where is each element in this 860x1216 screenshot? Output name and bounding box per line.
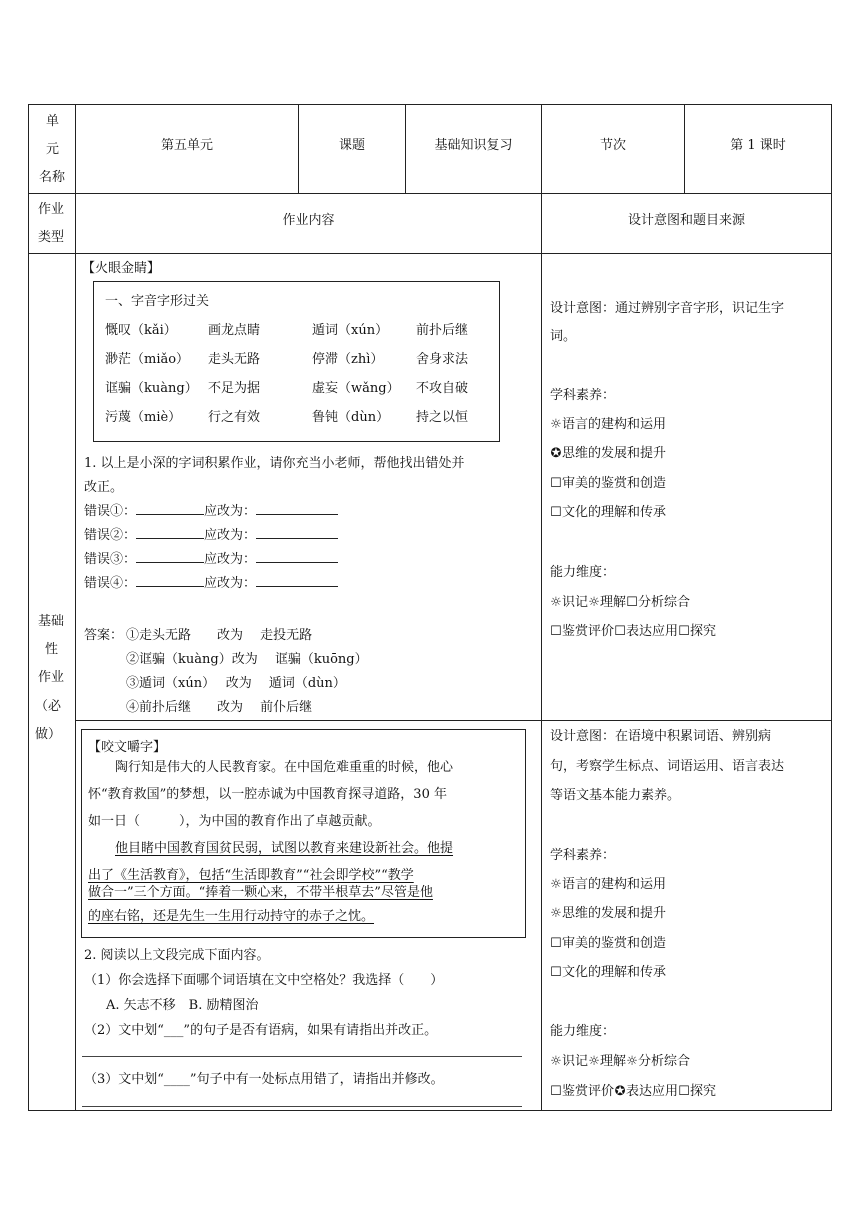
ability-title: 能力维度： [550, 565, 616, 580]
word-item: 不足为据 [208, 381, 261, 396]
word-item: 行之有效 [208, 410, 261, 425]
word-item: 鲁钝（dùn） [312, 410, 390, 425]
word-item: 慨叹（kǎi） [105, 323, 177, 338]
unit-name-label-line: 单 [46, 114, 60, 129]
error-label: 错误①： [84, 504, 137, 519]
answer-line: ①走头无路 改为 走投无路 [126, 628, 313, 643]
ability-text: 分析综合 [638, 1054, 691, 1069]
ability-text: 探究 [690, 1084, 717, 1099]
answer-line-2-3[interactable] [82, 1106, 522, 1107]
question-2-2: （2）文中划“___”的句子是否有语病，如果有请指出并改正。 [84, 1023, 438, 1038]
passage-line: 怀“教育救国”的梦想，以一腔赤诚为中国教育探寻道路，30 年 [88, 787, 447, 802]
ability-text: 识记 [562, 1054, 589, 1069]
sun-icon: ☼ [550, 1054, 562, 1069]
literacy-text: 审美的鉴赏和创造 [562, 476, 667, 491]
sun-icon: ☼ [550, 906, 562, 921]
ability-line [550, 620, 716, 639]
error-label: 错误②： [84, 528, 137, 543]
homework-content-label: 作业内容 [282, 212, 335, 228]
error-row [84, 572, 338, 591]
literacy-title: 学科素养： [550, 388, 616, 403]
passage-line-underlined: 做合一”三个方面。“捧着一颗心来，不带半根草去”尽管是他 [88, 885, 433, 900]
word-item: 遁词（xún） [312, 323, 389, 338]
correction-blank[interactable] [256, 550, 338, 563]
period-label: 节次 [599, 138, 626, 153]
lesson-title-label: 课题 [338, 138, 365, 153]
word-item: 渺茫（miǎo） [105, 352, 190, 367]
section1-title: 【火眼金睛】 [82, 261, 161, 276]
word-item: 持之以恒 [416, 410, 469, 425]
lesson-title-value: 基础知识复习 [434, 138, 513, 153]
sun-icon: ☼ [588, 1054, 600, 1069]
unit-name-label-line: 名称 [39, 170, 66, 185]
correction-blank[interactable] [256, 574, 338, 587]
word-item: 污蔑（miè） [105, 410, 182, 425]
ability-text: 鉴赏评价 [562, 1084, 615, 1099]
passage-line-underlined: 的座右铭，还是先生一生用行动持守的赤子之忱。 [88, 909, 375, 924]
answer-line: ②诓骗（kuàng）改为 诓骗（kuōng） [126, 652, 368, 667]
question-1-line: 1. 以上是小深的字词积累作业，请你充当小老师，帮他找出错处并 [84, 456, 465, 471]
passage-line: 陶行知是伟大的人民教育家。在中国危难重重的时候，他心 [115, 760, 454, 775]
word-item: 走头无路 [208, 352, 261, 367]
checkbox-icon: ☐ [678, 624, 690, 639]
period-value: 第 1 课时 [730, 138, 786, 153]
word-item: 虚妄（wǎng） [312, 381, 400, 396]
passage-line-underlined: 出了《生活教育》，包括“生活即教育”“社会即学校”“教学 [88, 868, 414, 883]
checkbox-icon: ☐ [678, 1084, 690, 1099]
side-label-line: 作业 [38, 670, 65, 685]
error-label: 错误③： [84, 552, 137, 567]
checkbox-icon: ☐ [550, 1084, 562, 1099]
homework-type-label [29, 193, 75, 253]
homework-type-line: 作业 [38, 202, 65, 217]
ability-line [550, 1050, 690, 1069]
question-2-3: （3）文中划“____”句子中有一处标点用错了，请指出并修改。 [84, 1072, 444, 1087]
error-label: 错误④： [84, 576, 137, 591]
checkbox-icon: ☐ [550, 624, 562, 639]
word-item: 画龙点睛 [208, 323, 261, 338]
unit-name-value: 第五单元 [160, 138, 213, 153]
literacy-item [550, 413, 666, 432]
change-label: 应改为： [204, 504, 257, 519]
literacy-item [550, 442, 666, 461]
word-box [93, 281, 500, 442]
ability-text: 表达应用 [626, 1084, 679, 1099]
sun-icon: ☼ [550, 595, 562, 610]
sun-icon: ☼ [550, 877, 562, 892]
literacy-item [550, 472, 666, 491]
answer-label: 答案： [84, 628, 124, 643]
word-box-title: 一、字音字形过关 [105, 294, 210, 309]
design-intent-line: 设计意图：通过辨别字音字形，识记生字 [550, 301, 785, 316]
ability-line [550, 591, 690, 610]
design-intent-line: 词。 [550, 329, 577, 344]
error-row [84, 500, 338, 519]
literacy-text: 文化的理解和传承 [562, 965, 667, 980]
homework-type-line: 类型 [38, 230, 65, 245]
sun-icon: ☼ [626, 1054, 638, 1069]
change-label: 应改为： [204, 528, 257, 543]
checkbox-icon: ☐ [550, 505, 562, 520]
checkbox-icon: ☐ [550, 965, 562, 980]
word-item: 停滞（zhì） [312, 352, 384, 367]
question-1-line: 改正。 [84, 480, 124, 495]
literacy-text: 文化的理解和传承 [562, 505, 667, 520]
section2-title: 【咬文嚼字】 [88, 740, 167, 755]
error-blank[interactable] [136, 526, 204, 539]
checkbox-icon: ☐ [614, 624, 626, 639]
literacy-text: 语言的建构和运用 [562, 877, 667, 892]
answer-line: ④前扑后继 改为 前仆后继 [126, 700, 313, 715]
ability-text: 理解 [600, 1054, 627, 1069]
ability-text: 鉴赏评价 [562, 624, 615, 639]
correction-blank[interactable] [256, 502, 338, 515]
sun-icon: ☼ [588, 595, 600, 610]
ability-text: 表达应用 [626, 624, 679, 639]
error-blank[interactable] [136, 502, 204, 515]
correction-blank[interactable] [256, 526, 338, 539]
literacy-item [550, 961, 666, 980]
checkbox-icon: ☐ [550, 476, 562, 491]
literacy-item [550, 873, 666, 892]
selected-circle-icon: ✪ [550, 446, 562, 461]
question-2-1-options: A. 矢志不移 B. 励精图治 [106, 998, 259, 1013]
ability-text: 识记 [562, 595, 589, 610]
answer-line-2-2[interactable] [82, 1056, 522, 1057]
ability-text: 理解 [600, 595, 627, 610]
passage-line: 如一日（ ），为中国的教育作出了卓越贡献。 [88, 814, 381, 829]
sun-icon: ☼ [550, 417, 562, 432]
error-blank[interactable] [136, 574, 204, 587]
literacy-text: 思维的发展和提升 [562, 446, 667, 461]
side-label-line: （必 [35, 699, 62, 714]
literacy-text: 语言的建构和运用 [562, 417, 667, 432]
change-label: 应改为： [204, 576, 257, 591]
change-label: 应改为： [204, 552, 257, 567]
design-intent-line: 等语文基本能力素养。 [550, 788, 681, 803]
unit-name-label [29, 104, 75, 193]
passage-line-underlined: 他目睹中国教育国贫民弱，试图以教育来建设新社会。他提 [115, 841, 454, 856]
word-item: 不攻自破 [416, 381, 469, 396]
literacy-title: 学科素养： [550, 848, 616, 863]
checkbox-icon: ☐ [626, 595, 638, 610]
literacy-text: 思维的发展和提升 [562, 906, 667, 921]
error-row [84, 524, 338, 543]
literacy-text: 审美的鉴赏和创造 [562, 936, 667, 951]
word-item: 诓骗（kuàng） [105, 381, 198, 396]
ability-title: 能力维度： [550, 1024, 616, 1039]
ability-text: 分析综合 [638, 595, 691, 610]
literacy-item [550, 501, 666, 520]
design-intent-line: 设计意图：在语境中积累词语、辨别病 [550, 729, 772, 744]
design-intent-label: 设计意图和题目来源 [627, 212, 745, 228]
unit-name-label-line: 元 [46, 142, 60, 157]
answer-line: ③遁词（xún） 改为 遁词（dùn） [126, 676, 346, 691]
error-blank[interactable] [136, 550, 204, 563]
checkbox-icon: ☐ [550, 936, 562, 951]
question-2-1: （1）你会选择下面哪个词语填在文中空格处？我选择（ ） [84, 973, 444, 988]
side-label-line: 基础 [38, 614, 65, 629]
design-intent-line: 句，考察学生标点、词语运用、语言表达 [550, 759, 785, 774]
error-row [84, 548, 338, 567]
literacy-item [550, 932, 666, 951]
side-label-line: 做） [35, 727, 62, 742]
selected-circle-icon: ✪ [614, 1084, 626, 1099]
question-2: 2. 阅读以上文段完成下面内容。 [84, 948, 270, 963]
ability-line [550, 1080, 716, 1099]
side-label-line: 性 [45, 642, 59, 657]
literacy-item [550, 902, 666, 921]
passage-box [81, 729, 526, 938]
ability-text: 探究 [690, 624, 717, 639]
word-item: 前扑后继 [416, 323, 469, 338]
word-item: 舍身求法 [416, 352, 469, 367]
